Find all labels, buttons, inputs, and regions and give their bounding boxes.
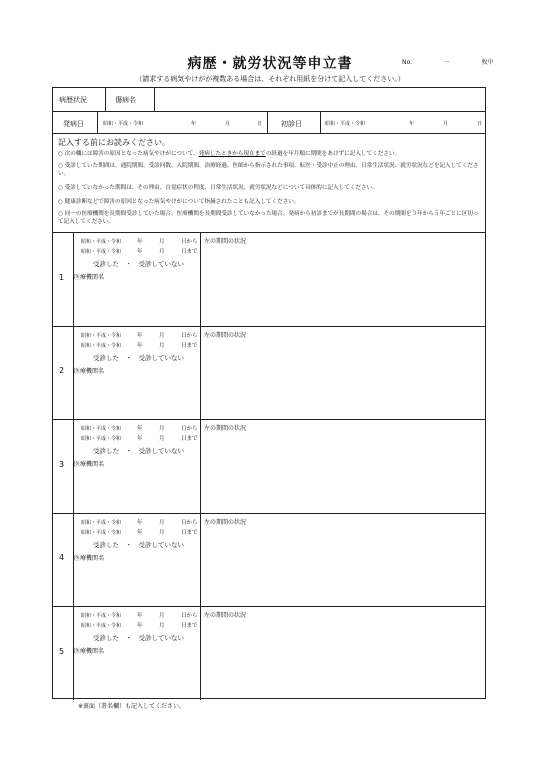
from-day: 日から	[181, 332, 198, 339]
visited-choice[interactable]: 受診した ・ 受診していない	[93, 634, 184, 642]
visited-choice[interactable]: 受診した ・ 受診していない	[93, 260, 184, 268]
from-year[interactable]: 年	[137, 426, 143, 432]
period-status-label: 左の期間の状況	[204, 612, 247, 619]
from-era[interactable]: 昭和・平成・令和	[81, 613, 122, 619]
onset-month[interactable]: 月	[225, 121, 231, 127]
from-day: 日から	[181, 426, 198, 432]
until-day: 日まで	[181, 623, 198, 629]
period-status-label: 左の期間の状況	[204, 425, 247, 432]
onset-day[interactable]: 日	[257, 121, 263, 127]
block-number: 3	[59, 459, 65, 469]
from-era[interactable]: 昭和・平成・令和	[81, 332, 122, 339]
until-day: 日まで	[181, 342, 198, 349]
period-status-field[interactable]	[204, 246, 480, 322]
until-era[interactable]: 昭和・平成・令和	[81, 529, 122, 536]
until-era[interactable]: 昭和・平成・令和	[81, 342, 122, 349]
from-year[interactable]: 年	[137, 332, 143, 339]
instruction-item-5: ○ 同一の医療機関を長期間受診していた場合、医療機関を長期間受診していなかった場合、発病から初診までが長期間の場合は、その期間を３年から５年ごとに区切って記入してください。	[58, 211, 479, 225]
until-day: 日まで	[181, 529, 198, 536]
period-fields	[75, 606, 200, 700]
first-visit-day[interactable]: 日	[477, 121, 483, 127]
hospital-label: 医療機関名	[74, 648, 105, 655]
until-year[interactable]: 年	[137, 342, 143, 349]
hospital-label: 医療機関名	[74, 274, 105, 281]
until-month[interactable]: 月	[159, 623, 165, 629]
footnote: ※裏面（署名欄）も記入してください。	[78, 703, 186, 710]
period-block-1	[53, 232, 485, 326]
visited-choice[interactable]: 受診した ・ 受診していない	[93, 353, 184, 362]
from-year[interactable]: 年	[137, 519, 143, 526]
period-status-field[interactable]	[204, 433, 480, 509]
until-year[interactable]: 年	[137, 623, 143, 629]
block-number: 2	[59, 366, 65, 376]
onset-year[interactable]: 年	[191, 121, 197, 127]
form-title: 病歴・就労状況等申立書	[187, 56, 353, 72]
from-year[interactable]: 年	[137, 239, 143, 245]
period-status-label: 左の期間の状況	[204, 518, 247, 526]
until-day: 日まで	[181, 436, 198, 442]
from-day: 日から	[181, 519, 198, 526]
until-year[interactable]: 年	[137, 249, 143, 255]
until-era[interactable]: 昭和・平成・令和	[81, 436, 122, 442]
page-number	[402, 57, 494, 66]
onset-date-label: 発病日	[63, 120, 84, 128]
from-month[interactable]: 月	[159, 426, 165, 432]
until-month[interactable]: 月	[159, 249, 165, 255]
period-fields	[75, 419, 200, 513]
period-status-label: 左の期間の状況	[204, 238, 247, 245]
disease-name-label: 傷病名	[115, 96, 136, 104]
until-month[interactable]: 月	[159, 436, 165, 442]
from-era[interactable]: 昭和・平成・令和	[81, 519, 122, 526]
from-year[interactable]: 年	[137, 613, 143, 619]
from-era[interactable]: 昭和・平成・令和	[81, 426, 122, 432]
from-month[interactable]: 月	[159, 613, 165, 619]
page-total-label: 枚中	[481, 59, 494, 66]
period-block-2	[53, 326, 485, 420]
period-status-label: 左の期間の状況	[204, 331, 247, 339]
visited-choice[interactable]: 受診した ・ 受診していない	[93, 540, 184, 549]
page-no-label: No.	[402, 59, 412, 66]
from-era[interactable]: 昭和・平成・令和	[81, 239, 122, 245]
until-era[interactable]: 昭和・平成・令和	[81, 623, 122, 629]
instruction-item-2: ○ 受診していた期間は、通院期間、受診回数、入院期間、治療経過、医師から指示された事項、転医・受診中止の理由、日常生活状況、就労状況などを記入してください。	[58, 163, 479, 177]
period-block-4	[53, 513, 485, 607]
until-era[interactable]: 昭和・平成・令和	[81, 249, 122, 255]
page-sep: －	[443, 59, 450, 66]
until-month[interactable]: 月	[159, 342, 165, 349]
form-frame	[52, 87, 486, 699]
block-number: 1	[59, 272, 65, 282]
instruction-item-3: ○ 受診していなかった期間は、その理由、自覚症状の程度、日常生活状況、就労状況などについて具体的に記入してください。	[58, 185, 378, 191]
period-block-5	[53, 606, 485, 700]
period-fields	[75, 326, 200, 420]
first-visit-label: 初診日	[281, 120, 302, 128]
block-number: 5	[59, 646, 65, 656]
hospital-label: 医療機関名	[74, 461, 105, 468]
instructions-heading: 記入する前にお読みください。	[58, 138, 170, 147]
period-status-field[interactable]	[204, 620, 480, 696]
disease-name-field[interactable]	[157, 91, 483, 108]
period-fields	[75, 232, 200, 326]
until-day: 日まで	[181, 249, 198, 255]
period-status-field[interactable]	[204, 527, 480, 603]
visited-choice[interactable]: 受診した ・ 受診していない	[93, 447, 184, 455]
first-visit-year[interactable]: 年	[409, 121, 415, 127]
first-visit-era[interactable]: 昭和・平成・令和	[325, 121, 366, 127]
period-block-3	[53, 419, 485, 513]
hospital-label: 医療機関名	[74, 367, 105, 375]
from-month[interactable]: 月	[159, 519, 165, 526]
from-month[interactable]: 月	[159, 239, 165, 245]
block-number: 4	[59, 553, 65, 563]
first-visit-month[interactable]: 月	[443, 121, 449, 127]
onset-era[interactable]: 昭和・平成・令和	[103, 121, 144, 127]
hospital-label: 医療機関名	[74, 554, 105, 562]
instruction-item-1: ○ 次の欄には障害の原因となった病気やけがについて、発病したときから現在までの経過を年月順に期間をあけずに記入してください。	[58, 151, 401, 157]
until-year[interactable]: 年	[137, 529, 143, 536]
form-subtitle: （請求する病気やけがが複数ある場合は、それぞれ用紙を分けて記入してください。）	[135, 75, 405, 83]
from-day: 日から	[181, 239, 198, 245]
instruction-item-4: ○ 健康診断などで障害の原因となった病気やけがについて指摘されたことも記入してください。	[58, 199, 300, 205]
from-month[interactable]: 月	[159, 332, 165, 339]
until-month[interactable]: 月	[159, 529, 165, 536]
history-status-label: 病歴状況	[59, 96, 87, 104]
until-year[interactable]: 年	[137, 436, 143, 442]
period-status-field[interactable]	[204, 340, 480, 416]
from-day: 日から	[181, 613, 198, 619]
period-fields	[75, 513, 200, 607]
